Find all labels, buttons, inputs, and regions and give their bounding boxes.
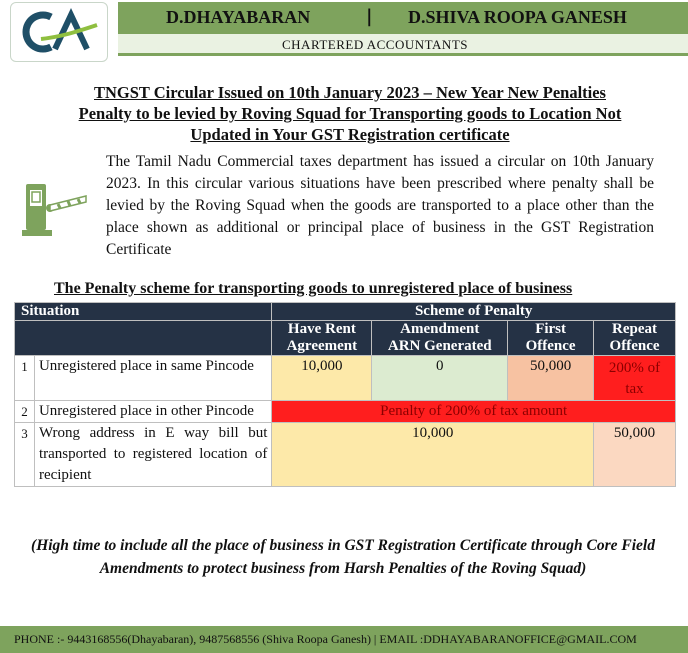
table-row (15, 401, 676, 423)
row-situation: Wrong address in E way bill but transported to registered location of recipient (34, 423, 271, 487)
header-repeat-line1: Repeat (612, 321, 658, 337)
header-first (508, 321, 594, 356)
header-scheme: Scheme of Penalty (272, 303, 676, 321)
cell-merged-first: 10,000 (272, 423, 594, 487)
contact-footer: PHONE :- 9443168556(Dhayabaran), 9487568556 (Shiva Roopa Ganesh) | EMAIL :DDHAYABARANOFFICE@GMAIL.COM (0, 626, 688, 653)
advisory-note: (High time to include all the place of business in GST Registration Certificate through Core Field Amendments to protect business from Harsh Penalties of the Roving Squad) (31, 537, 655, 577)
circular-title (40, 82, 660, 145)
header-repeat-line2: Offence (609, 338, 660, 354)
header-arn (372, 321, 508, 356)
cell-first: 50,000 (508, 356, 594, 401)
cell-arn: 0 (372, 356, 508, 401)
cell-merged-penalty: Penalty of 200% of tax amount (272, 401, 676, 423)
partner-name-1: D.DHAYABARAN (166, 7, 311, 27)
partner-name-2: D.SHIVA ROOPA GANESH (408, 7, 627, 27)
cell-repeat: 50,000 (594, 423, 676, 487)
cell-repeat: 200% of tax (594, 356, 676, 401)
firm-type: CHARTERED ACCOUNTANTS (282, 37, 468, 52)
row-number: 1 (15, 356, 35, 401)
intro-paragraph: The Tamil Nadu Commercial taxes department has issued a circular on 10th January 2023. In this circular various situations have been prescribed where penalty shall be levied by the Roving Squad when the goods are transported to a place other than the place shown as additional or principal place of business in the GST Registration Certificate (106, 153, 654, 258)
row-number: 2 (15, 401, 35, 423)
ca-logo-icon (11, 3, 107, 61)
header-first-line2: Offence (525, 338, 576, 354)
header-blank (15, 321, 272, 356)
header-names-bar (118, 2, 688, 34)
name-separator: | (366, 6, 373, 27)
header-arn-line2: ARN Generated (387, 338, 492, 354)
row-situation: Unregistered place in same Pincode (34, 356, 271, 401)
header-repeat (594, 321, 676, 356)
firm-type-bar (118, 34, 688, 56)
header-first-line1: First (535, 321, 567, 337)
row-number: 3 (15, 423, 35, 487)
title-line-3: Updated in Your GST Registration certificate (190, 125, 510, 144)
header-rent-line1: Have Rent (287, 321, 356, 337)
table-row (15, 423, 676, 487)
title-line-1: TNGST Circular Issued on 10th January 2023 – New Year New Penalties (94, 83, 606, 102)
header (0, 0, 688, 66)
header-rent (272, 321, 372, 356)
row-situation: Unregistered place in other Pincode (34, 401, 271, 423)
title-line-2: Penalty to be levied by Roving Squad for Transporting goods to Location Not (78, 104, 622, 123)
header-rent-line2: Agreement (286, 338, 358, 354)
table-title: The Penalty scheme for transporting goods to unregistered place of business (54, 280, 573, 297)
toll-gate-icon (22, 178, 88, 240)
cell-rent: 10,000 (272, 356, 372, 401)
firm-logo (10, 2, 108, 62)
header-arn-line1: Amendment (400, 321, 480, 337)
penalty-table (14, 302, 676, 487)
header-situation: Situation (15, 303, 272, 321)
table-row (15, 356, 676, 401)
